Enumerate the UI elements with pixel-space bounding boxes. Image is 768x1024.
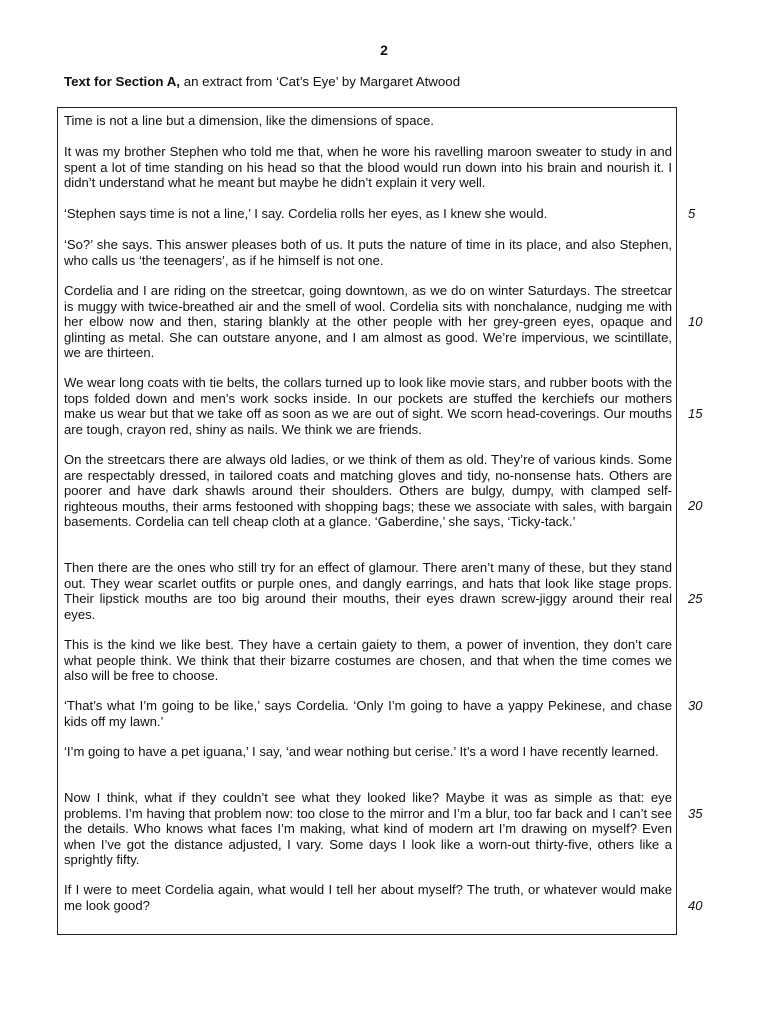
paragraph-7: On the streetcars there are always old ladies, or we think of them as old. They’re of various kinds. Some are respectably dressed, in tailored coats and matching gloves and tidy, no-nonsense hats. Others are poorer and have dark shawls around their shoulders. Others are bulgy, dumpy, with clamped self-righteous mouths, their arms festooned with shopping bags; these we associate with sales, with bargain basements. Cordelia can tell cheap cloth at a glance. ‘Gaberdine,’ she says, ‘Ticky-tack.’ (64, 452, 672, 529)
paragraph-1: Time is not a line but a dimension, like the dimensions of space. (64, 113, 434, 128)
line-number-5: 5 (688, 206, 696, 221)
line-number-15: 15 (688, 406, 703, 421)
paragraph-6: We wear long coats with tie belts, the collars turned up to look like movie stars, and rubber boots with the tops folded down and men’s work socks inside. In our pockets are stuffed the kerchiefs our mothers make us wear but that we take off as soon as we are out of sight. We scorn head-coverings. Our mouths are tough, crayon red, shiny as nails. We think we are friends. (64, 375, 672, 437)
paragraph-5: Cordelia and I are riding on the streetcar, going downtown, as we do on winter Saturdays. The streetcar is muggy with twice-breathed air and the smell of wool. Cordelia sits with nonchalance, nudging me with her elbow now and then, staring blankly at the other people with her grey-green eyes, opaque and glinting as metal. She can outstare anyone, and I am almost as good. We’re impervious, we scintillate, we are thirteen. (64, 283, 672, 360)
line-number-25: 25 (688, 591, 703, 606)
line-number-10: 10 (688, 314, 703, 329)
section-heading-bold: Text for Section A, (64, 74, 180, 89)
paragraph-13: If I were to meet Cordelia again, what would I tell her about myself? The truth, or whatever would make me look good? (64, 882, 672, 913)
paragraph-11: ‘I’m going to have a pet iguana,’ I say, ‘and wear nothing but cerise.’ It’s a word I have recently learned. (64, 744, 659, 759)
section-heading-rest: an extract from ‘Cat’s Eye’ by Margaret Atwood (180, 74, 461, 89)
paragraph-8: Then there are the ones who still try for an effect of glamour. There aren’t many of these, but they stand out. They wear scarlet outfits or purple ones, and dangly earrings, and hats that look like stage props. Their lipstick mouths are too big around their mouths, their eyes drawn screw-jiggy around their real eyes. (64, 560, 672, 622)
paragraph-12: Now I think, what if they couldn’t see what they looked like? Maybe it was as simple as that: eye problems. I’m having that problem now: too close to the mirror and I’m a blur, too far back and I can’t see the details. Who knows what faces I’m making, what kind of modern art I’m drawing on myself? Even when I’ve got the distance adjusted, I vary. Some days I look like a worn-out thirty-five, others like a sprightly fifty. (64, 790, 672, 867)
paragraph-9: This is the kind we like best. They have a certain gaiety to them, a power of invention, they don’t care what people think. We think that their bizarre costumes are chosen, and that when the time comes we also will be free to choose. (64, 637, 672, 683)
paragraph-3: ‘Stephen says time is not a line,’ I say. Cordelia rolls her eyes, as I knew she would. (64, 206, 548, 221)
page-number: 2 (380, 42, 388, 58)
paragraph-2: It was my brother Stephen who told me that, when he wore his ravelling maroon sweater to study in and spent a lot of time standing on his head so that the blood would run down into his brain and nourish it. I didn’t understand what he meant but maybe he didn’t explain it very well. (64, 144, 672, 190)
paragraph-10: ‘That’s what I’m going to be like,’ says Cordelia. ‘Only I’m going to have a yappy Pekinese, and chase kids off my lawn.’ (64, 698, 672, 729)
line-number-40: 40 (688, 898, 703, 913)
section-heading (64, 74, 460, 89)
line-number-30: 30 (688, 698, 703, 713)
paragraph-4: ‘So?’ she says. This answer pleases both of us. It puts the nature of time in its place, and also Stephen, who calls us ‘the teenagers’, as if he himself is not one. (64, 237, 672, 268)
line-number-20: 20 (688, 498, 703, 513)
line-number-35: 35 (688, 806, 703, 821)
